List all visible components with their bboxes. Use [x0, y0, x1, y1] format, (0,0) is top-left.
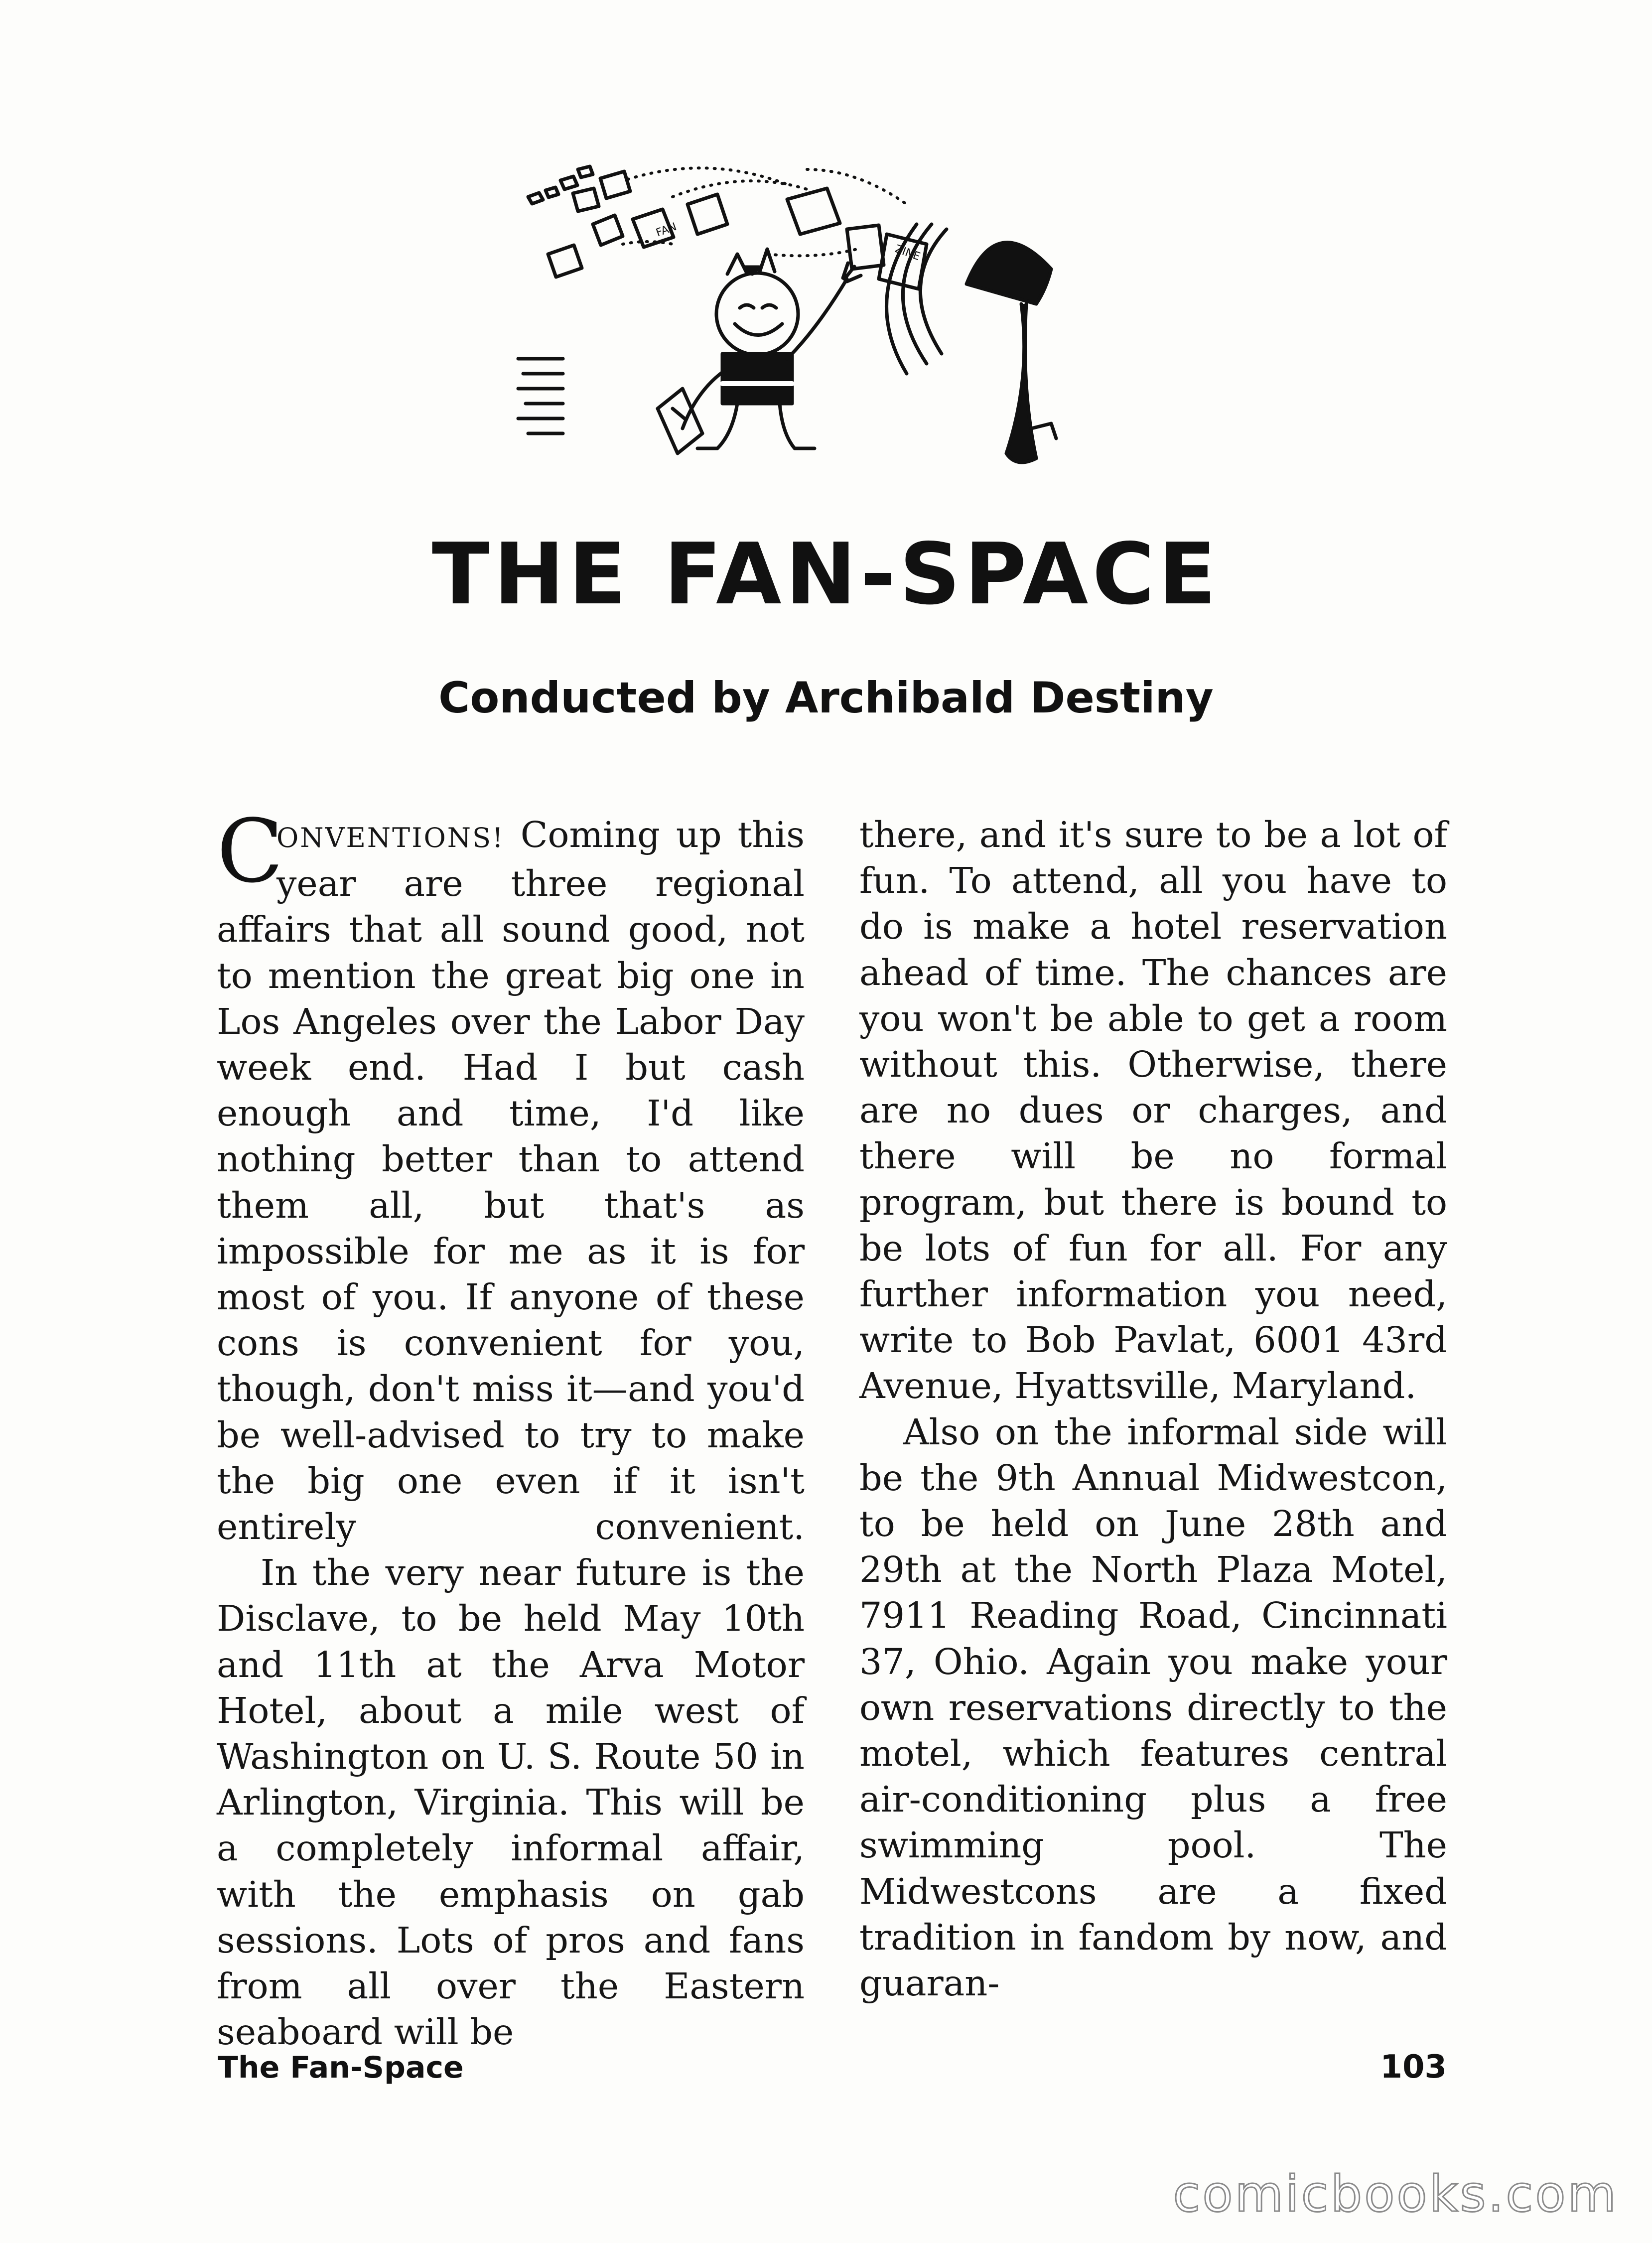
paper-label: ZINE [893, 243, 922, 264]
article-byline: Conducted by Archibald Destiny [438, 673, 1214, 723]
watermark: comicbooks.com [1173, 2165, 1618, 2223]
paragraph: Also on the informal side will be the 9th Annual Midwestcon, to be held on June 28th and 29th at the North Plaza Motel, 7911 Reading Road, Cincinnati 37, Ohio. Again you make your own reservations directly to the motel, which features central air-conditioning plus a free swimming pool. The Midwestcons are a fixed tradition in fandom by now, and guaran- [859, 1411, 1447, 2004]
paper-label: FAN [654, 220, 679, 240]
paragraph-text: Coming up this year are three regional affairs that all sound good, not to mention the great big one in Los Angeles over the Labor Day week end. Had I but cash enough and time, I'd like nothing better than to attend them all, but that's as impossible for me as it is for most of you. If anyone of these cons is convenient for you, though, don't miss it—and you'd be well-advised to try to make the big one even if it isn't entirely convenient. [217, 814, 805, 1548]
page-number: 103 [1380, 2049, 1447, 2086]
small-caps-lead: ONVENTIONS! [276, 822, 505, 853]
drop-cap: C [217, 801, 283, 902]
paragraph [217, 801, 805, 1550]
running-title: The Fan-Space [218, 2050, 464, 2085]
article-title: THE FAN-SPACE [431, 525, 1221, 624]
paragraph: In the very near future is the Disclave, to be held May 10th and 11th at the Arva Motor Hotel, about a mile west of Washington on U. S. Route 50 in Arlington, Virginia. This will be a completely informal affair, with the emphasis on gab sessions. Lots of pros and fans from all over the Eastern seaboard will be [217, 1552, 805, 2053]
text-column-right [859, 812, 1447, 2006]
cartoon-illustration [508, 149, 1136, 513]
cartoon-figure-icon [658, 249, 861, 453]
paragraph: there, and it's sure to be a lot of fun. To attend, all you have to do is make a hotel reservation ahead of time. The chances are you won't be able to get a room without this. Otherwise, there are no dues or charges, and there will be no formal program, but there is bound to be lots of fun for all. For any further information you need, write to Bob Pavlat, 6001 43rd Avenue, Hyattsville, Maryland. [859, 814, 1447, 1407]
text-column-left [217, 801, 805, 2055]
